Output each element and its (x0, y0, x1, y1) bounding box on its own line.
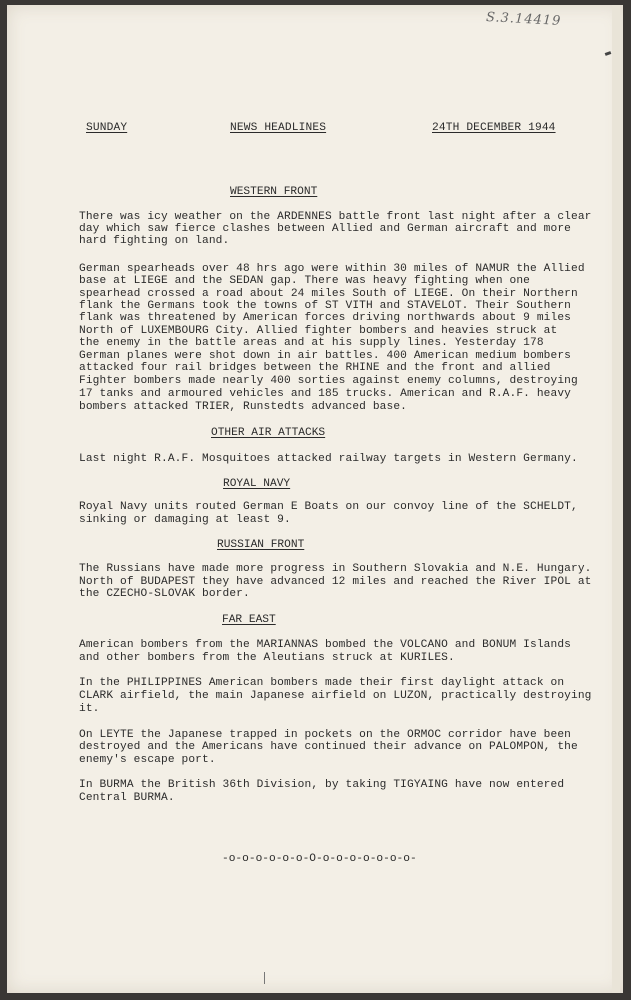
text-line: bombers attacked TRIER, Runstedts advanced base. (79, 401, 408, 413)
section-heading: FAR EAST (222, 614, 276, 626)
text-line: German spearheads over 48 hrs ago were within 30 miles of NAMUR the Allied (79, 263, 585, 275)
text-line: There was icy weather on the ARDENNES battle front last night after a clear (79, 211, 592, 223)
text-line: attacked four rail bridges between the RHINE and the front and allied (79, 362, 551, 374)
text-line: In BURMA the British 36th Division, by taking TIGYAING have now entered (79, 779, 565, 791)
text-line: and other bombers from the Aleutians struck at KURILES. (79, 652, 455, 664)
text-line: base at LIEGE and the SEDAN gap. There was heavy fighting when one (79, 275, 531, 287)
text-line: it. (79, 703, 100, 715)
text-line: Royal Navy units routed German E Boats on our convoy line of the SCHELDT, (79, 501, 578, 513)
text-line: Last night R.A.F. Mosquitoes attacked railway targets in Western Germany. (79, 453, 578, 465)
text-line: CLARK airfield, the main Japanese airfield on LUZON, practically destroying (79, 690, 592, 702)
text-line: The Russians have made more progress in Southern Slovakia and N.E. Hungary. (79, 563, 592, 575)
text-line: North of LUXEMBOURG City. Allied fighter bombers and heavies struck at (79, 325, 558, 337)
text-line: In the PHILIPPINES American bombers made their first daylight attack on (79, 677, 565, 689)
text-line: On LEYTE the Japanese trapped in pockets on the ORMOC corridor have been (79, 729, 572, 741)
text-line: flank the Germans took the towns of ST VITH and STAVELOT. Their Southern (79, 300, 572, 312)
text-line: German planes were shot down in air battles. 400 American medium bombers (79, 350, 572, 362)
text-line: the CZECHO-SLOVAK border. (79, 588, 250, 600)
pencil-mark (264, 972, 265, 984)
header-date: 24TH DECEMBER 1944 (432, 122, 556, 134)
text-line: spearhead crossed a road about 24 miles South of LIEGE. On their Northern (79, 288, 578, 300)
section-heading: ROYAL NAVY (223, 478, 291, 490)
document-page (7, 5, 623, 993)
text-line: North of BUDAPEST they have advanced 12 miles and reached the River IPOL at (79, 576, 592, 588)
text-line: the enemy in the battle areas and at his supply lines. Yesterday 178 (79, 337, 544, 349)
page-edge (612, 5, 620, 993)
section-heading: OTHER AIR ATTACKS (211, 427, 326, 439)
header-title: NEWS HEADLINES (230, 122, 327, 134)
text-line: destroyed and the Americans have continued their advance on PALOMPON, the (79, 741, 578, 753)
text-line: American bombers from the MARIANNAS bombed the VOLCANO and BONUM Islands (79, 639, 572, 651)
section-heading: WESTERN FRONT (230, 186, 318, 198)
text-line: enemy's escape port. (79, 754, 216, 766)
text-line: Central BURMA. (79, 792, 175, 804)
text-line: hard fighting on land. (79, 235, 230, 247)
text-line: Fighter bombers made nearly 400 sorties against enemy columns, destroying (79, 375, 578, 387)
header-day: SUNDAY (86, 122, 128, 134)
text-line: sinking or damaging at least 9. (79, 514, 291, 526)
text-line: 17 tanks and armoured vehicles and 185 trucks. American and R.A.F. heavy (79, 388, 572, 400)
archive-reference: S.3.14419 (485, 10, 562, 29)
section-heading: RUSSIAN FRONT (217, 539, 305, 551)
text-line: day which saw fierce clashes between Allied and German aircraft and more (79, 223, 572, 235)
footer-divider: -o-o-o-o-o-o-O-o-o-o-o-o-o-o- (222, 853, 417, 865)
text-line: flank was threatened by American forces driving northwards about 9 miles (79, 312, 572, 324)
